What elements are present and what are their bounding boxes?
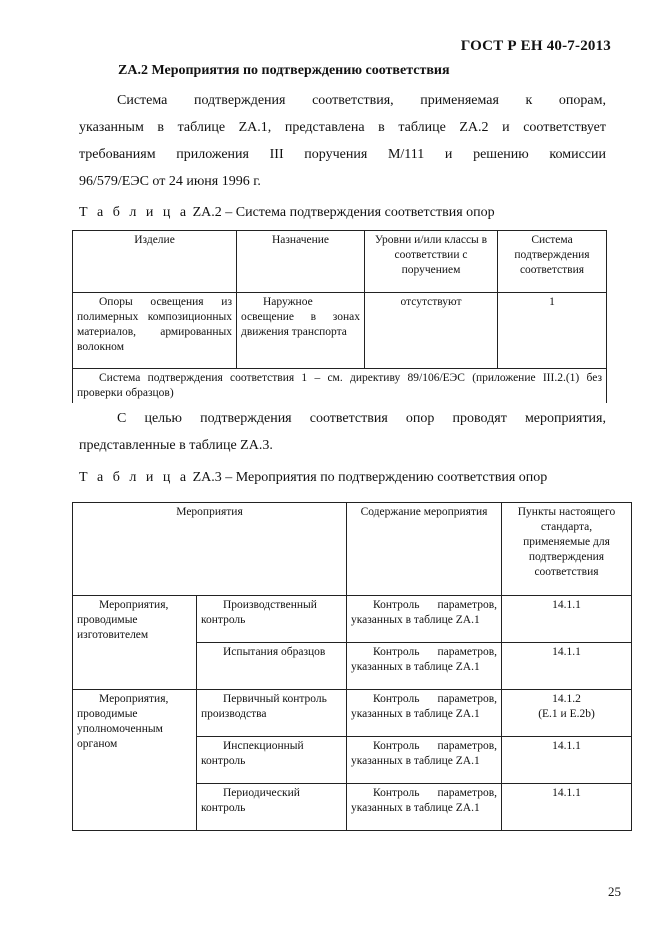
paragraph-2 (79, 405, 606, 459)
caption-prefix: Т а б л и ц а (79, 470, 190, 485)
page-number: 25 (608, 884, 621, 899)
section-title: ZA.2 Мероприятия по подтверждению соответствия (118, 63, 450, 78)
clause-cell: 14.1.1 (502, 643, 632, 690)
clause-cell: 14.1.1 (502, 737, 632, 784)
table-header-cell: Изделие (73, 231, 237, 293)
paragraph-1 (79, 87, 606, 195)
table-header-cell: Пункты настоящего стандарта, применяемые для подтверждения соответствия (502, 503, 632, 596)
caption-prefix: Т а б л и ц а (79, 205, 190, 220)
table-cell: 1 (498, 293, 607, 369)
table-cell: Опоры освещения из полимерных композиционных материалов, армированных волокном (73, 293, 237, 369)
clause-number: 14.1.2 (552, 693, 581, 705)
clause-cell: 14.1.1 (502, 596, 632, 643)
clause-extra: (E.1 и E.2b) (538, 708, 595, 720)
caption-text: ZA.2 – Система подтверждения соответствия опор (189, 205, 495, 220)
content-cell: Контроль параметров, указанных в таблице ZA.1 (347, 596, 502, 643)
content-cell: Контроль параметров, указанных в таблице ZA.1 (347, 690, 502, 737)
table-3-caption (79, 470, 547, 486)
table-note: Система подтверждения соответствия 1 – см. директиву 89/106/ЕЭС (приложение III.2.(1) без проверки образцов) (73, 369, 607, 404)
paragraph-line: указанным в таблице ZA.1, представлена в таблице ZA.2 и соответствует (79, 120, 606, 135)
clause-cell (502, 690, 632, 737)
table-cell: Наружное освещение в зонах движения транспорта (237, 293, 365, 369)
activity-cell: Инспекционный контроль (197, 737, 347, 784)
group-cell-manufacturer: Мероприятия, проводимые изготовителем (73, 596, 197, 690)
table-za2 (72, 230, 607, 403)
table-za3 (72, 502, 632, 831)
group-cell-authority: Мероприятия, проводимые уполномоченным органом (73, 690, 197, 831)
document-header: ГОСТ Р ЕН 40-7-2013 (460, 38, 611, 54)
activity-cell: Первичный контроль производства (197, 690, 347, 737)
clause-cell: 14.1.1 (502, 784, 632, 831)
table-header-cell: Назначение (237, 231, 365, 293)
paragraph-line: 96/579/ЕЭС от 24 июня 1996 г. (79, 174, 261, 189)
content-cell: Контроль параметров, указанных в таблице ZA.1 (347, 784, 502, 831)
paragraph-line: Система подтверждения соответствия, применяемая к опорам, (117, 93, 606, 108)
table-header-cell: Система подтверждения соответствия (498, 231, 607, 293)
content-cell: Контроль параметров, указанных в таблице ZA.1 (347, 643, 502, 690)
table-header-cell: Уровни и/или классы в соответствии с поручением (365, 231, 498, 293)
table-2-caption (79, 205, 495, 221)
table-header-cell: Содержание мероприятия (347, 503, 502, 596)
activity-cell: Периодический контроль (197, 784, 347, 831)
activity-cell: Испытания образцов (197, 643, 347, 690)
paragraph-line: С целью подтверждения соответствия опор проводят мероприятия, (117, 411, 606, 426)
caption-text: ZA.3 – Мероприятия по подтверждению соответствия опор (189, 470, 548, 485)
paragraph-line: требованиям приложения III поручения M/111 и решению комиссии (79, 147, 606, 162)
activity-cell: Производственный контроль (197, 596, 347, 643)
table-header-cell: Мероприятия (73, 503, 347, 596)
paragraph-line: представленные в таблице ZA.3. (79, 438, 273, 453)
table-cell: отсутствуют (365, 293, 498, 369)
content-cell: Контроль параметров, указанных в таблице ZA.1 (347, 737, 502, 784)
